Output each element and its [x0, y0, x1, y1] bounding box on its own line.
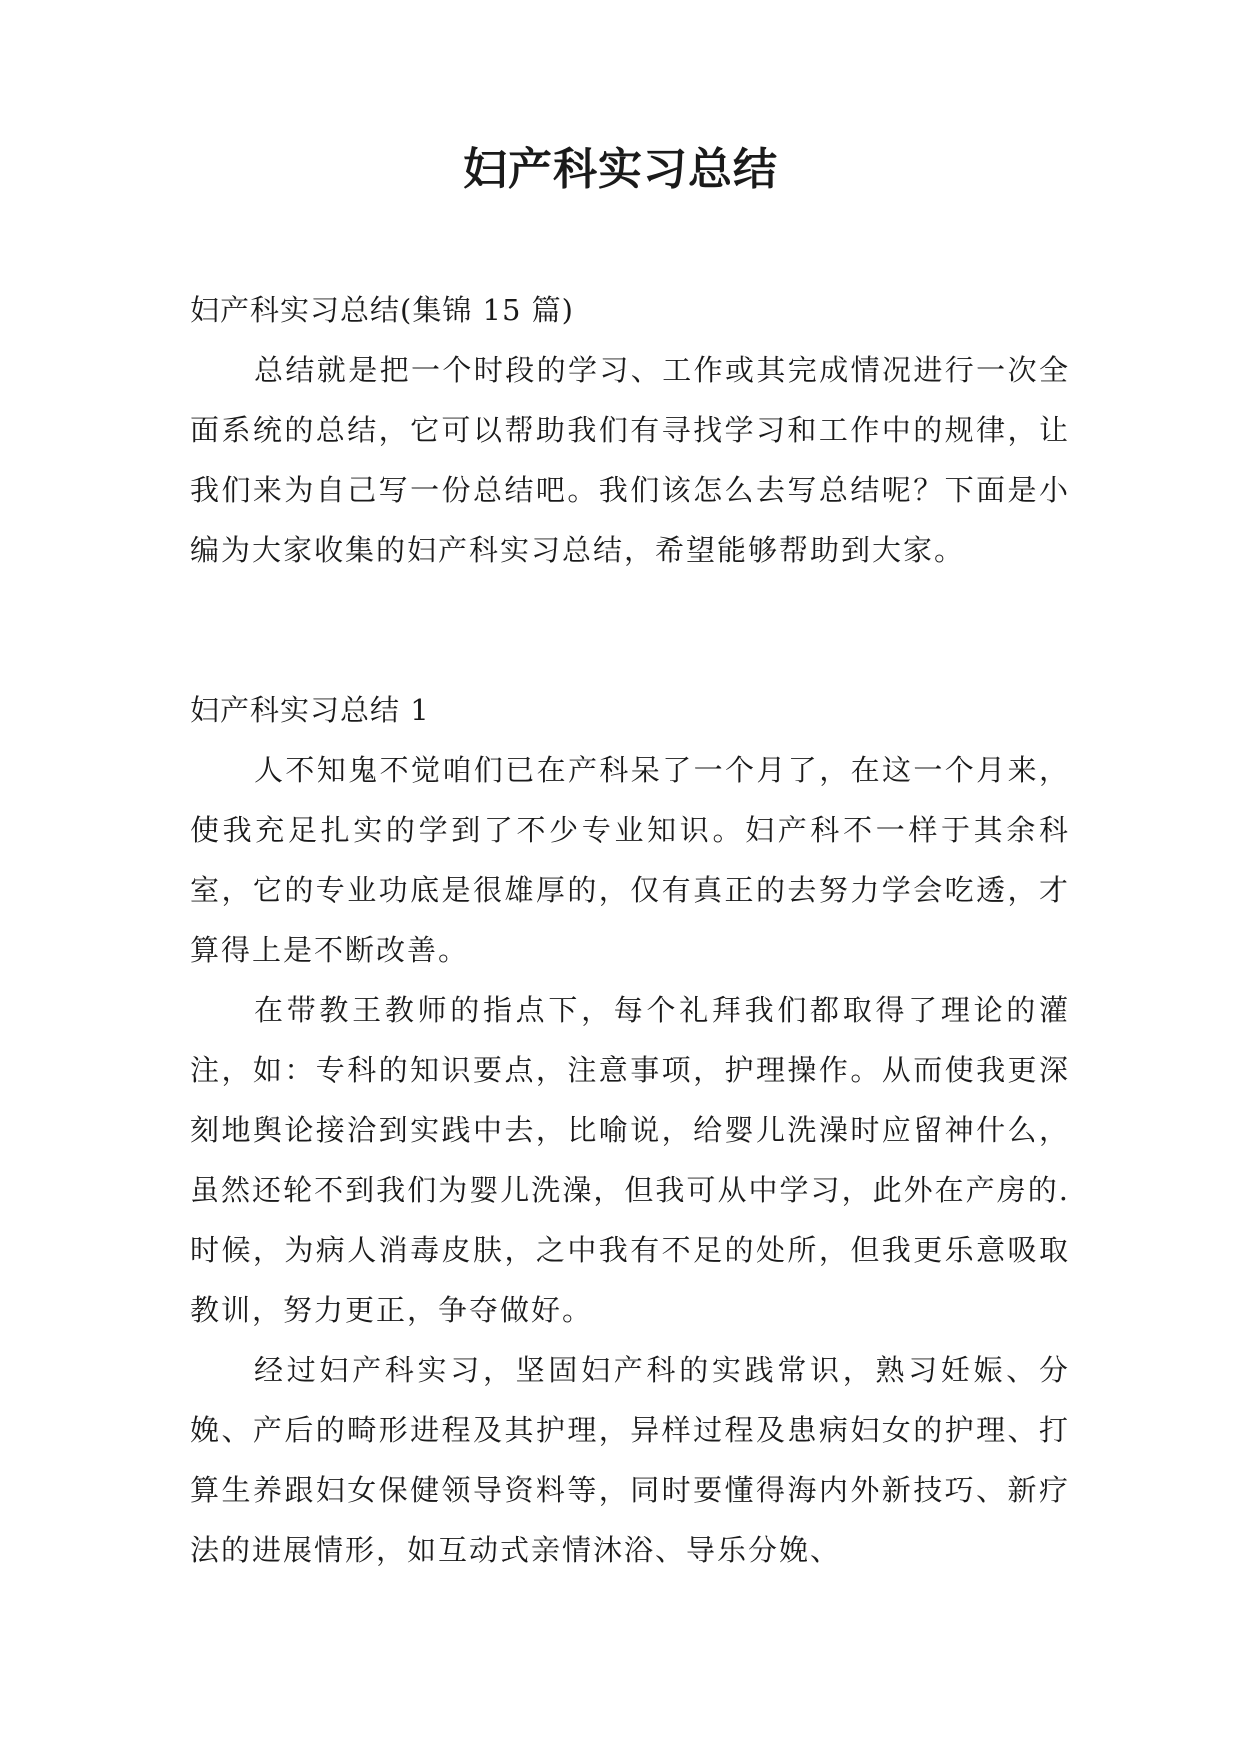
section-spacer: [190, 580, 1070, 680]
intro-paragraph: 总结就是把一个时段的学习、工作或其完成情况进行一次全面系统的总结，它可以帮助我们有寻找学习和工作中的规律，让我们来为自己写一份总结吧。我们该怎么去写总结呢？下面是小编为大家收集的妇产科实习总结，希望能够帮助到大家。: [190, 353, 1070, 567]
section-1-paragraph: 经过妇产科实习，坚固妇产科的实践常识，熟习妊娠、分娩、产后的畸形进程及其护理，异样过程及患病妇女的护理、打算生养跟妇女保健领导资料等，同时要懂得海内外新技巧、新疗法的进展情形，如互动式亲情沐浴、导乐分娩、: [190, 1353, 1070, 1567]
document-title: 妇产科实习总结: [463, 144, 778, 195]
section-1-heading: 妇产科实习总结 1: [190, 693, 430, 727]
collection-heading: 妇产科实习总结(集锦 15 篇): [190, 293, 574, 327]
section-1-paragraph: 人不知鬼不觉咱们已在产科呆了一个月了，在这一个月来，使我充足扎实的学到了不少专业知识。妇产科不一样于其余科室，它的专业功底是很雄厚的，仅有真正的去努力学会吃透，才算得上是不断改善。: [190, 753, 1070, 967]
section-1-paragraph: 在带教王教师的指点下，每个礼拜我们都取得了理论的灌注，如：专科的知识要点，注意事项，护理操作。从而使我更深刻地舆论接洽到实践中去，比喻说，给婴儿洗澡时应留神什么，虽然还轮不到我们为婴儿洗澡，但我可从中学习，此外在产房的.时候，为病人消毒皮肤，之中我有不足的处所，但我更乐意吸取教训，努力更正，争夺做好。: [190, 993, 1070, 1327]
document-body: [190, 280, 1070, 1580]
